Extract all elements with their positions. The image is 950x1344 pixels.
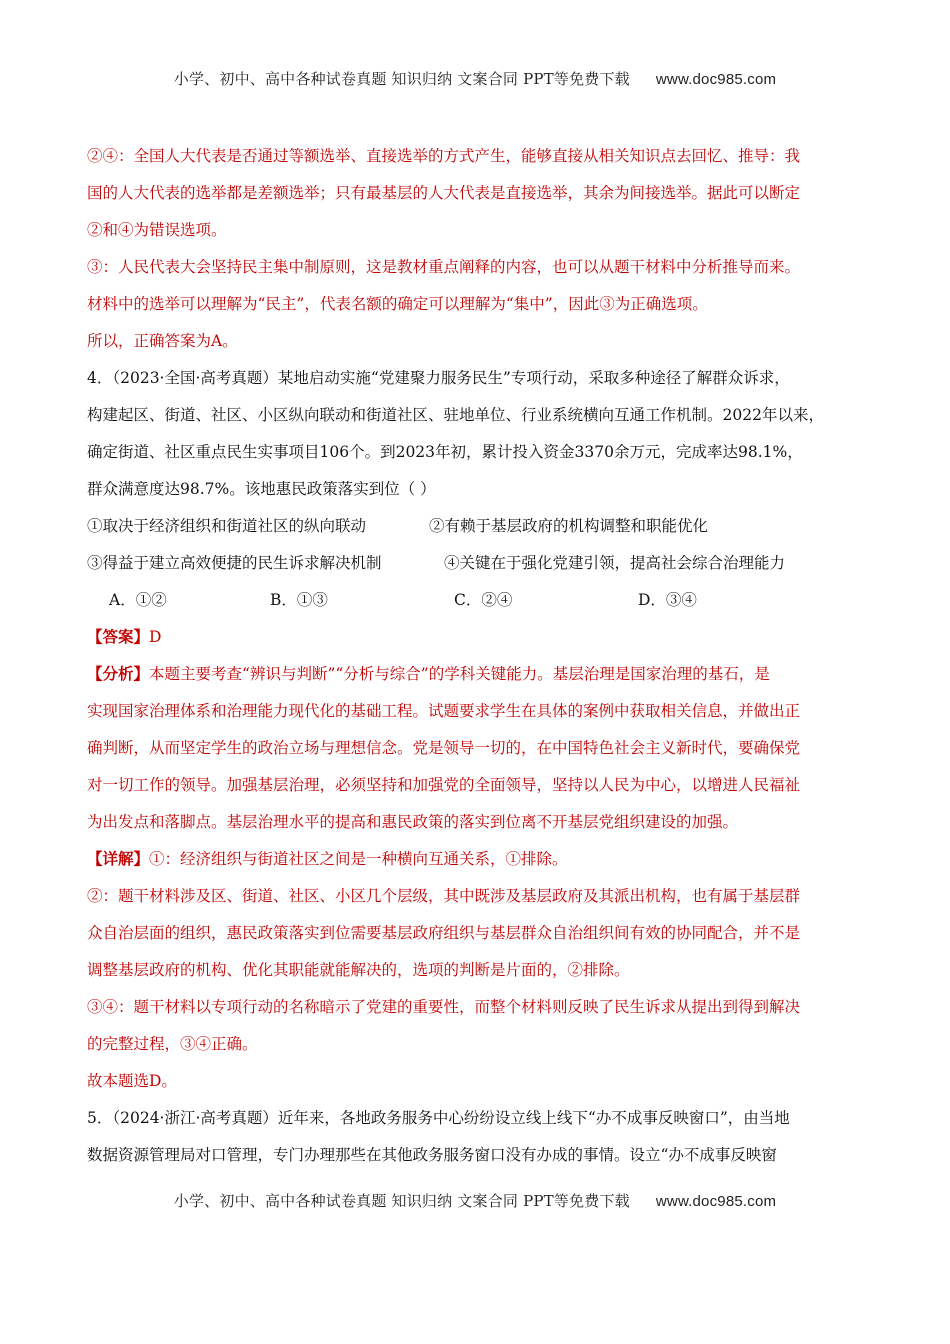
detail-line: 众自治层面的组织，惠民政策落实到位需要基层政府组织与基层群众自治组织间有效的协同配合，并不是 — [87, 924, 801, 942]
choice-c: C．②④ — [454, 591, 513, 609]
page-header — [0, 68, 950, 89]
footer-site-link[interactable]: www.doc985.com — [655, 1193, 777, 1210]
page-footer — [0, 1190, 950, 1211]
detail-line: ③：人民代表大会坚持民主集中制原则，这是教材重点阐释的内容，也可以从题干材料中分析推导而来。 — [87, 258, 801, 276]
question-stem-line: 群众满意度达98.7%。该地惠民政策落实到位（ ） — [87, 480, 436, 498]
statement-4: ④关键在于强化党建引领，提高社会综合治理能力 — [444, 554, 786, 572]
statement-1: ①取决于经济组织和街道社区的纵向联动 — [87, 517, 367, 535]
header-site-link[interactable]: www.doc985.com — [655, 71, 777, 88]
answer-line — [87, 627, 161, 647]
choice-a: A．①② — [109, 591, 167, 609]
conclusion-line: 故本题选D。 — [87, 1072, 177, 1090]
statement-2: ②有赖于基层政府的机构调整和职能优化 — [429, 517, 709, 535]
question-stem-line: 数据资源管理局对口管理，专门办理那些在其他政务服务窗口没有办成的事情。设立“办不成事反映窗 — [87, 1146, 777, 1164]
answer-tag: 【答案】 — [87, 627, 150, 646]
header-text: 小学、初中、高中各种试卷真题 知识归纳 文案合同 PPT等免费下载 — [173, 70, 630, 88]
question-stem-line: 确定街道、社区重点民生实事项目106个。到2023年初，累计投入资金3370余万元，完成率达98.1%， — [87, 443, 803, 461]
question-stem-line: 4．（2023·全国·高考真题）某地启动实施“党建聚力服务民生”专项行动，采取多种途径了解群众诉求， — [87, 369, 790, 387]
question-stem-line: 构建起区、街道、社区、小区纵向联动和街道社区、驻地单位、行业系统横向互通工作机制。2022年以来， — [87, 406, 824, 424]
analysis-line: 实现国家治理体系和治理能力现代化的基础工程。试题要求学生在具体的案例中获取相关信息，并做出正 — [87, 702, 801, 720]
detail-line: 的完整过程，③④正确。 — [87, 1035, 258, 1053]
choice-b: B．①③ — [270, 591, 328, 609]
analysis-tag: 【分析】 — [87, 664, 150, 683]
choice-d: D．③④ — [638, 591, 697, 609]
analysis-line: 确判断，从而坚定学生的政治立场与理想信念。党是领导一切的，在中国特色社会主义新时代，要确保党 — [87, 739, 801, 757]
detail-line: ②和④为错误选项。 — [87, 221, 227, 239]
detail-tag: 【详解】 — [87, 849, 150, 868]
detail-line: 【详解】①：经济组织与街道社区之间是一种横向互通关系，①排除。 — [87, 849, 568, 868]
question-stem-line: 5．（2024·浙江·高考真题）近年来，各地政务服务中心纷纷设立线上线下“办不成事反映窗口”，由当地 — [87, 1109, 790, 1127]
analysis-line: 【分析】本题主要考查“辨识与判断”“分析与综合”的学科关键能力。基层治理是国家治理的基石，是 — [87, 664, 770, 683]
answer-value: D — [149, 628, 162, 646]
analysis-line: 为出发点和落脚点。基层治理水平的提高和惠民政策的落实到位离不开基层党组织建设的加强。 — [87, 813, 739, 831]
analysis-line: 对一切工作的领导。加强基层治理，必须坚持和加强党的全面领导，坚持以人民为中心，以增进人民福祉 — [87, 776, 801, 794]
conclusion-line: 所以，正确答案为A。 — [87, 332, 238, 350]
statement-3: ③得益于建立高效便捷的民生诉求解决机制 — [87, 554, 382, 572]
detail-line: ③④：题干材料以专项行动的名称暗示了党建的重要性，而整个材料则反映了民生诉求从提出到得到解决 — [87, 998, 801, 1016]
detail-line: ②④：全国人大代表是否通过等额选举、直接选举的方式产生，能够直接从相关知识点去回忆、推导：我 — [87, 147, 801, 165]
footer-text: 小学、初中、高中各种试卷真题 知识归纳 文案合同 PPT等免费下载 — [173, 1192, 630, 1210]
detail-line: 材料中的选举可以理解为“民主”，代表名额的确定可以理解为“集中”，因此③为正确选项。 — [87, 295, 708, 313]
detail-line: 国的人大代表的选举都是差额选举；只有最基层的人大代表是直接选举，其余为间接选举。据此可以断定 — [87, 184, 801, 202]
detail-line: ②：题干材料涉及区、街道、社区、小区几个层级，其中既涉及基层政府及其派出机构，也有属于基层群 — [87, 887, 801, 905]
detail-line: 调整基层政府的机构、优化其职能就能解决的，选项的判断是片面的，②排除。 — [87, 961, 630, 979]
